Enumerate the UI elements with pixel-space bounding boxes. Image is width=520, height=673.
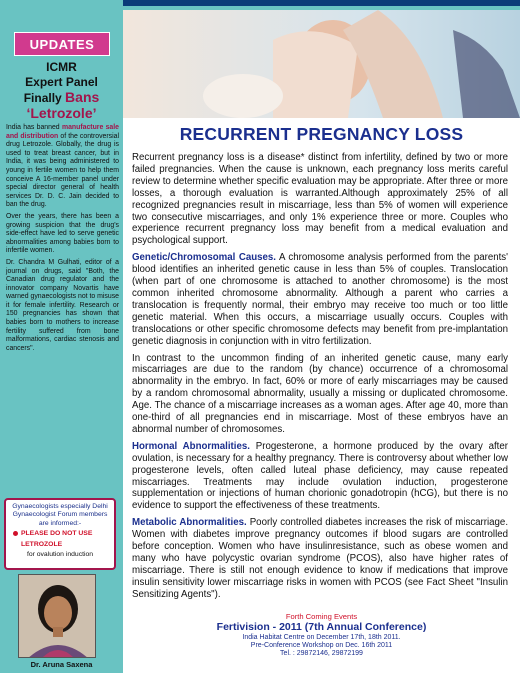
- article-paragraph: Recurrent pregnancy loss is a disease* distinct from infertility, defined by two or more failed pregnancies. When the cause is unknown, each pregnancy loss merits careful review to determine whether specific evaluation may be appropriate. After three or more losses, a thorough evaluation is warranted.Although approximately 25% of all recognized pregnancies result in miscarriage, less than 5% of women will experience two consecutive miscarriages, and only 1% experience three or more. Couples who experience recurrent pregnancy loss may benefit from a medical evaluation and psychological support.: [132, 152, 508, 247]
- forum-warning: [9, 530, 111, 538]
- news-text: India has banned: [6, 124, 62, 131]
- article-title: RECURRENT PREGNANCY LOSS: [179, 124, 464, 144]
- forum-intro: Gynaecologists especially Delhi Gynaecologist Forum members are informed:-: [12, 503, 108, 527]
- events-label: Forth Coming Events: [285, 612, 358, 621]
- conference-venue: India Habitat Centre on December 17th, 18th 2011.: [242, 634, 401, 641]
- forum-induction: for ovalution induction: [26, 551, 94, 559]
- article-paragraph: In contrast to the uncommon finding of an inherited genetic cause, many early miscarriages are due to the random (by chance) occurrence of a chromosomal abnormality in the embryo. In fact, 60% or more of early miscarriages may be caused by a random chromosomal abnormality, usually a missing or duplicated chromosome. Age. The chance of a miscarriage increases as a woman ages. After age 40, more than one-third of all pregnancies end in miscarriage. Most of these embryos have an abnormal number of chromosomes.: [132, 352, 508, 435]
- headline-line: [0, 90, 123, 106]
- article-body: [132, 152, 508, 606]
- author-photo: [18, 574, 96, 658]
- forum-warning-text: PLEASE DO NOT USE: [21, 530, 93, 538]
- headline-text: Finally: [23, 91, 66, 105]
- news-body: [6, 124, 119, 356]
- news-highlight: manufacture sale and distribution: [6, 124, 119, 140]
- conference-title: Fertivision - 2011 (7th Annual Conference): [216, 621, 427, 633]
- headline-line: ICMR: [46, 60, 77, 74]
- news-text: of the controversial drug Letrozole. Globally, the drug is used to treat breast cancer, but in India, it was being administered to young in fertile women to help them conceive A 16-member panel under special director general of health services Dr. D. C. Jain decided to ban the drug.: [6, 132, 119, 209]
- article-paragraph: [132, 517, 508, 600]
- news-headline: [0, 60, 123, 121]
- headline-line: Expert Panel: [25, 75, 98, 89]
- forum-notice: [4, 498, 116, 570]
- updates-badge: UPDATES: [14, 32, 110, 56]
- preconference-workshop: Pre-Conference Workshop on Dec. 16th 2011: [250, 642, 393, 650]
- header-photo: [123, 0, 520, 118]
- news-paragraph: Over the years, there has been a growing suspicion that the drug's side-effect have led to serve genetic abnormalities among babies born to infertile women.: [6, 212, 119, 255]
- sidebar: [0, 0, 123, 673]
- bullet-icon: [13, 531, 18, 536]
- section-text: Poorly controlled diabetes increases the risk of miscarriage. Women with diabetes improve pregnancy outcomes if blood sugars are controlled before conception. Women who have insulinresistance, such as obese women and many who have polycystic ovarian syndrome (PCOS), also have higher rates of miscarriage. There is still not enough evidence to know if medications that improve insulin sensitivity lower miscarriage risks in women with PCOS (see Fact Sheet "Insulin Sensitizing Agents").: [132, 517, 509, 600]
- news-paragraph: [6, 124, 119, 210]
- news-paragraph: Dr. Chandra M Gulhati, editor of a journal on drugs, said "Both, the Canadian drug regulator and the innovator company Novartis have warned gynaecologists not to misuse it for female infertility. Research or 150 pregnancies has shown that babies born to mothers to increase fertility suffered from bone malformations, cardiac stenosis and cancers".: [6, 258, 119, 352]
- section-heading: Metabolic Abnormalities.: [132, 517, 247, 529]
- section-heading: Hormonal Abnormalities.: [132, 440, 250, 452]
- section-heading: Genetic/Chromosomal Causes.: [132, 252, 277, 264]
- events-box: [123, 612, 520, 659]
- pregnancy-photo: [123, 0, 520, 118]
- contact-phone: Tel. : 29872146, 29872199: [280, 650, 363, 658]
- author-name: Dr. Aruna Saxena: [30, 660, 93, 669]
- headline-bans: Bans: [65, 89, 100, 105]
- article-paragraph: [132, 252, 508, 347]
- portrait-image: [19, 575, 96, 658]
- headline-drug: ‘Letrozole’: [26, 105, 97, 121]
- section-text: Progesterone, a hormone produced by the ovary after ovulation, is necessary for a healthy pregnancy. There is controversy about whether low progesterone levels, often called luteal phase deficiency, may cause repeated miscarriages. Treatments may include ovulation induction, progesterone supplementation or injections of human chorionic gonadotropin (hCG), but there is no evidence to support the effectiveness of these treatments.: [132, 440, 508, 512]
- article-paragraph: [132, 441, 508, 512]
- forum-warning-drug: LETROZOLE: [21, 540, 63, 548]
- section-text: A chromosome analysis performed from the parents' blood identifies an inherited genetic cause in less than 5% of couples. Translocation (when part of one chromosome is attached to another chromosome) is the most common inherited chromosome abnormality. Although a parent who carries a translocation is frequently normal, their embryo may receive too much or too little genetic material. When this occurs, a miscarriage usually occurs. Couples with translocations or other specific chromosome defects may benefit from pre-implantation genetic diagnosis in conjunction with in vitro fertilization.: [132, 252, 508, 347]
